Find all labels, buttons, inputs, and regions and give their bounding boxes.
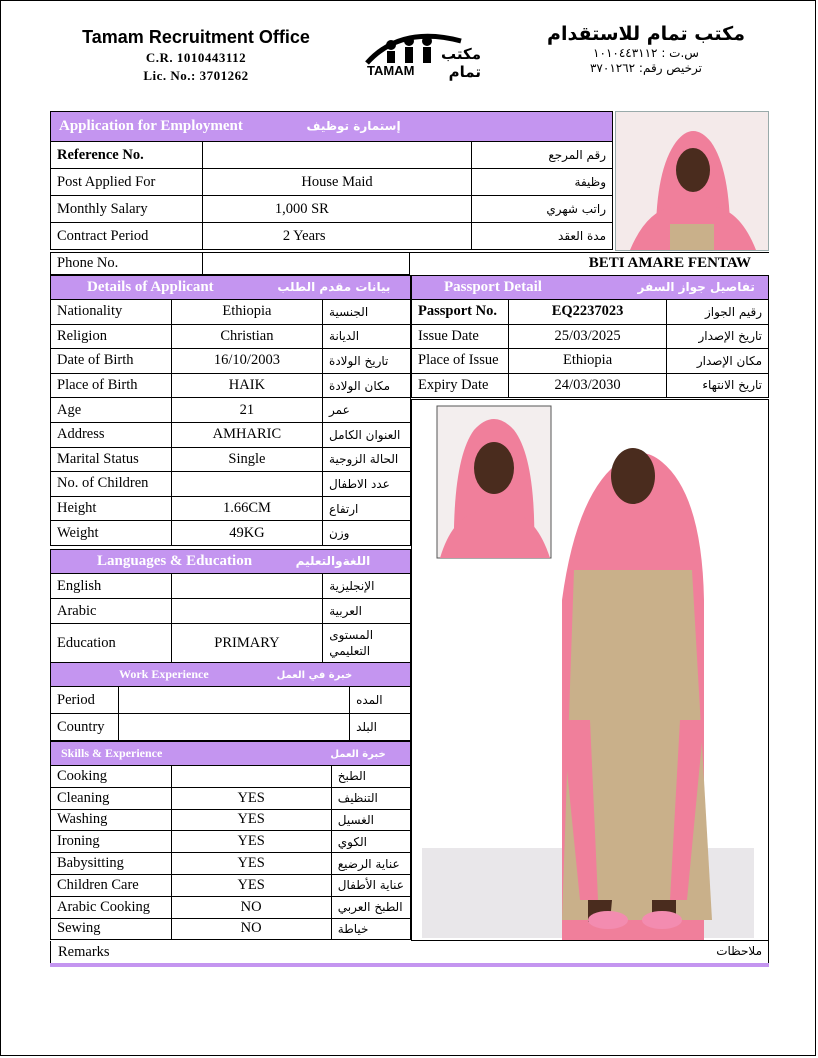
skill-label-ar: الكوي xyxy=(331,831,410,853)
skill-value[interactable]: YES xyxy=(171,787,331,809)
country-label: Country xyxy=(51,714,119,741)
post-label-ar: وظيفة xyxy=(472,169,613,196)
applicant-detail-row xyxy=(51,324,411,349)
applicant-detail-label: No. of Children xyxy=(51,472,172,497)
applicant-detail-row xyxy=(51,472,411,497)
skills-header-row xyxy=(51,742,411,766)
applicant-portrait xyxy=(615,111,769,251)
logo-text-ar: مكتب تمام xyxy=(440,45,481,81)
applicant-header-row xyxy=(51,276,411,300)
passport-detail-row xyxy=(412,300,769,325)
applicant-detail-label: Age xyxy=(51,398,172,423)
languages-header-row xyxy=(51,550,411,574)
skill-label-ar: الغسيل xyxy=(331,809,410,831)
skill-row xyxy=(51,809,411,831)
skill-value[interactable]: YES xyxy=(171,853,331,875)
passport-detail-label-ar: تاريخ الإصدار xyxy=(667,324,769,349)
applicant-detail-value[interactable]: Christian xyxy=(171,324,322,349)
applicant-detail-label-ar: تاريخ الولادة xyxy=(323,349,411,374)
passport-detail-value[interactable]: EQ2237023 xyxy=(508,300,666,325)
skill-label: Cleaning xyxy=(51,787,172,809)
skill-label-ar: التنظيف xyxy=(331,787,410,809)
work-title-ar: خبرة في العمل xyxy=(276,670,353,681)
company-header-ar xyxy=(531,23,761,75)
applicant-name: BETI AMARE FENTAW xyxy=(409,253,769,275)
skill-value[interactable]: NO xyxy=(171,896,331,918)
applicant-detail-row xyxy=(51,422,411,447)
applicant-detail-label: Place of Birth xyxy=(51,373,172,398)
contract-value[interactable]: 2 Years xyxy=(202,223,471,250)
remarks-label-ar[interactable]: ملاحظات xyxy=(716,944,762,958)
education-label-ar xyxy=(323,624,411,663)
applicant-detail-row xyxy=(51,398,411,423)
skill-row xyxy=(51,896,411,918)
skill-row xyxy=(51,831,411,853)
passport-detail-label-ar: مكان الإصدار xyxy=(667,349,769,374)
skill-row xyxy=(51,853,411,875)
arabic-label: Arabic xyxy=(51,599,172,624)
skill-label: Ironing xyxy=(51,831,172,853)
passport-header-row xyxy=(412,276,769,300)
passport-detail-label: Expiry Date xyxy=(412,373,509,398)
post-row xyxy=(51,169,613,196)
applicant-detail-value[interactable]: HAIK xyxy=(171,373,322,398)
cr-number-ar: س.ت : ١٠١٠٤٤٣١١٢ xyxy=(593,46,699,60)
languages-table xyxy=(50,549,411,663)
period-value[interactable] xyxy=(118,687,349,714)
passport-detail-row xyxy=(412,373,769,398)
applicant-detail-label: Weight xyxy=(51,521,172,546)
reference-label: Reference No. xyxy=(51,142,203,169)
skill-row xyxy=(51,918,411,940)
skill-value[interactable] xyxy=(171,766,331,788)
applicant-detail-label-ar: وزن xyxy=(323,521,411,546)
education-label: Education xyxy=(51,624,172,663)
arabic-label-ar: العربية xyxy=(323,599,411,624)
applicant-full-photo xyxy=(411,399,769,941)
application-title-en: Application for Employment xyxy=(59,118,243,134)
skill-label: Cooking xyxy=(51,766,172,788)
portrait-photo-icon xyxy=(616,112,768,250)
passport-detail-value[interactable]: 25/03/2025 xyxy=(508,324,666,349)
applicant-detail-value[interactable]: 16/10/2003 xyxy=(171,349,322,374)
passport-detail-row xyxy=(412,324,769,349)
salary-row xyxy=(51,196,613,223)
skill-label-ar: خياطة xyxy=(331,918,410,940)
english-label-ar: الإنجليزية xyxy=(323,574,411,599)
skills-title-ar: خبرة العمل xyxy=(330,749,386,760)
license-number-en: Lic. No.: 3701262 xyxy=(143,68,249,83)
skill-value[interactable]: YES xyxy=(171,874,331,896)
applicant-detail-label-ar: عمر xyxy=(323,398,411,423)
salary-value[interactable]: 1,000 SR xyxy=(202,196,471,223)
passport-title-ar: تفاصيل جواز السفر xyxy=(637,280,755,294)
applicant-detail-label: Address xyxy=(51,422,172,447)
applicant-detail-label-ar: عدد الاطفال xyxy=(323,472,411,497)
applicant-detail-label-ar: الجنسية xyxy=(323,300,411,325)
skill-label-ar: عناية الرضيع xyxy=(331,853,410,875)
applicant-detail-label: Religion xyxy=(51,324,172,349)
passport-detail-value[interactable]: 24/03/2030 xyxy=(508,373,666,398)
application-header-row xyxy=(51,112,613,142)
period-label: Period xyxy=(51,687,119,714)
post-value[interactable]: House Maid xyxy=(202,169,471,196)
post-label: Post Applied For xyxy=(51,169,203,196)
phone-value[interactable] xyxy=(202,253,409,275)
applicant-detail-row xyxy=(51,300,411,325)
skill-label: Children Care xyxy=(51,874,172,896)
applicant-detail-value[interactable]: Single xyxy=(171,447,322,472)
passport-table xyxy=(411,275,769,398)
reference-label-ar: رقم المرجع xyxy=(472,142,613,169)
applicant-detail-row xyxy=(51,373,411,398)
skill-label-ar: الطبخ العربي xyxy=(331,896,410,918)
period-row xyxy=(51,687,411,714)
applicant-detail-row xyxy=(51,447,411,472)
applicant-detail-value[interactable]: 21 xyxy=(171,398,322,423)
country-value[interactable] xyxy=(118,714,349,741)
salary-label-ar: راتب شهري xyxy=(472,196,613,223)
applicant-detail-label-ar: مكان الولادة xyxy=(323,373,411,398)
skill-row xyxy=(51,787,411,809)
applicant-detail-row xyxy=(51,521,411,546)
reference-row xyxy=(51,142,613,169)
languages-title-ar: اللغةوالتعليم xyxy=(295,554,371,568)
license-number-ar: ترخيص رقم: ٣٧٠١٢٦٢ xyxy=(589,61,702,75)
contract-label: Contract Period xyxy=(51,223,203,250)
remarks-row xyxy=(50,941,769,963)
skill-label: Babysitting xyxy=(51,853,172,875)
country-row xyxy=(51,714,411,741)
language-row-english xyxy=(51,574,411,599)
applicant-detail-value[interactable] xyxy=(171,472,322,497)
country-label-ar: البلد xyxy=(350,714,411,741)
arabic-value[interactable] xyxy=(171,599,323,624)
full-body-photo-icon xyxy=(412,400,768,940)
applicant-detail-label: Nationality xyxy=(51,300,172,325)
passport-detail-label-ar: رقيم الجواز xyxy=(667,300,769,325)
remarks-bottom-bar xyxy=(50,963,769,967)
applicant-detail-label-ar: ارتفاع xyxy=(323,496,411,521)
skill-value[interactable]: YES xyxy=(171,831,331,853)
english-label: English xyxy=(51,574,172,599)
contract-row xyxy=(51,223,613,250)
language-row-arabic xyxy=(51,599,411,624)
company-name-en: Tamam Recruitment Office xyxy=(82,27,310,47)
skill-label-ar: عناية الأطفال xyxy=(331,874,410,896)
applicant-detail-label: Marital Status xyxy=(51,447,172,472)
skills-rows xyxy=(51,766,411,940)
applicant-detail-label-ar: الحالة الزوجية xyxy=(323,447,411,472)
applicant-title-en: Details of Applicant xyxy=(87,279,214,295)
contract-label-ar: مدة العقد xyxy=(472,223,613,250)
skill-label-ar: الطبخ xyxy=(331,766,410,788)
company-header-en xyxy=(81,27,311,84)
applicant-detail-label-ar: الديانة xyxy=(323,324,411,349)
application-title-ar: إستمارة توظيف xyxy=(306,119,401,133)
applicant-detail-value[interactable]: 1.66CM xyxy=(171,496,322,521)
applicant-detail-label: Date of Birth xyxy=(51,349,172,374)
passport-detail-label: Issue Date xyxy=(412,324,509,349)
passport-detail-row xyxy=(412,349,769,374)
english-value[interactable] xyxy=(171,574,323,599)
skills-table xyxy=(50,741,411,940)
work-header-row xyxy=(51,663,411,687)
applicant-detail-value[interactable]: Ethiopia xyxy=(171,300,322,325)
skills-title-en: Skills & Experience xyxy=(61,746,163,760)
passport-detail-label-ar: تاريخ الانتهاء xyxy=(667,373,769,398)
passport-detail-label: Passport No. xyxy=(412,300,509,325)
applicant-detail-value[interactable]: AMHARIC xyxy=(171,422,322,447)
passport-detail-label: Place of Issue xyxy=(412,349,509,374)
applicant-detail-value[interactable]: 49KG xyxy=(171,521,322,546)
passport-title-en: Passport Detail xyxy=(444,279,542,295)
passport-detail-value[interactable]: Ethiopia xyxy=(508,349,666,374)
salary-label: Monthly Salary xyxy=(51,196,203,223)
period-label-ar: المده xyxy=(350,687,411,714)
education-label-ar-line1: المستوى xyxy=(329,628,374,642)
skill-value[interactable]: YES xyxy=(171,809,331,831)
applicant-detail-row xyxy=(51,496,411,521)
cr-number-en: C.R. 1010443112 xyxy=(145,50,247,65)
applicant-detail-row xyxy=(51,349,411,374)
applicant-details-table xyxy=(50,275,411,546)
applicant-detail-label-ar: العنوان الكامل xyxy=(323,422,411,447)
languages-title-en: Languages & Education xyxy=(97,553,253,569)
skill-row xyxy=(51,874,411,896)
phone-label: Phone No. xyxy=(51,253,203,275)
skill-value[interactable]: NO xyxy=(171,918,331,940)
reference-value[interactable] xyxy=(202,142,471,169)
education-value[interactable]: PRIMARY xyxy=(171,624,323,663)
phone-name-table xyxy=(50,252,769,275)
applicant-detail-label: Height xyxy=(51,496,172,521)
skill-label: Washing xyxy=(51,809,172,831)
skill-label: Arabic Cooking xyxy=(51,896,172,918)
work-experience-table xyxy=(50,662,411,741)
remarks-label: Remarks xyxy=(58,944,110,960)
passport-rows xyxy=(412,300,769,398)
company-logo xyxy=(361,23,481,81)
logo-text: TAMAM xyxy=(367,63,415,78)
work-title-en: Work Experience xyxy=(119,667,209,681)
applicant-title-ar: بيانات مقدم الطلب xyxy=(277,280,391,294)
education-label-ar-line2: التعليمي xyxy=(329,644,371,658)
skill-row xyxy=(51,766,411,788)
company-name-ar: مكتب تمام للاستقدام xyxy=(547,23,745,45)
skill-label: Sewing xyxy=(51,918,172,940)
application-table xyxy=(50,111,613,250)
education-row xyxy=(51,624,411,663)
applicant-rows xyxy=(51,300,411,546)
